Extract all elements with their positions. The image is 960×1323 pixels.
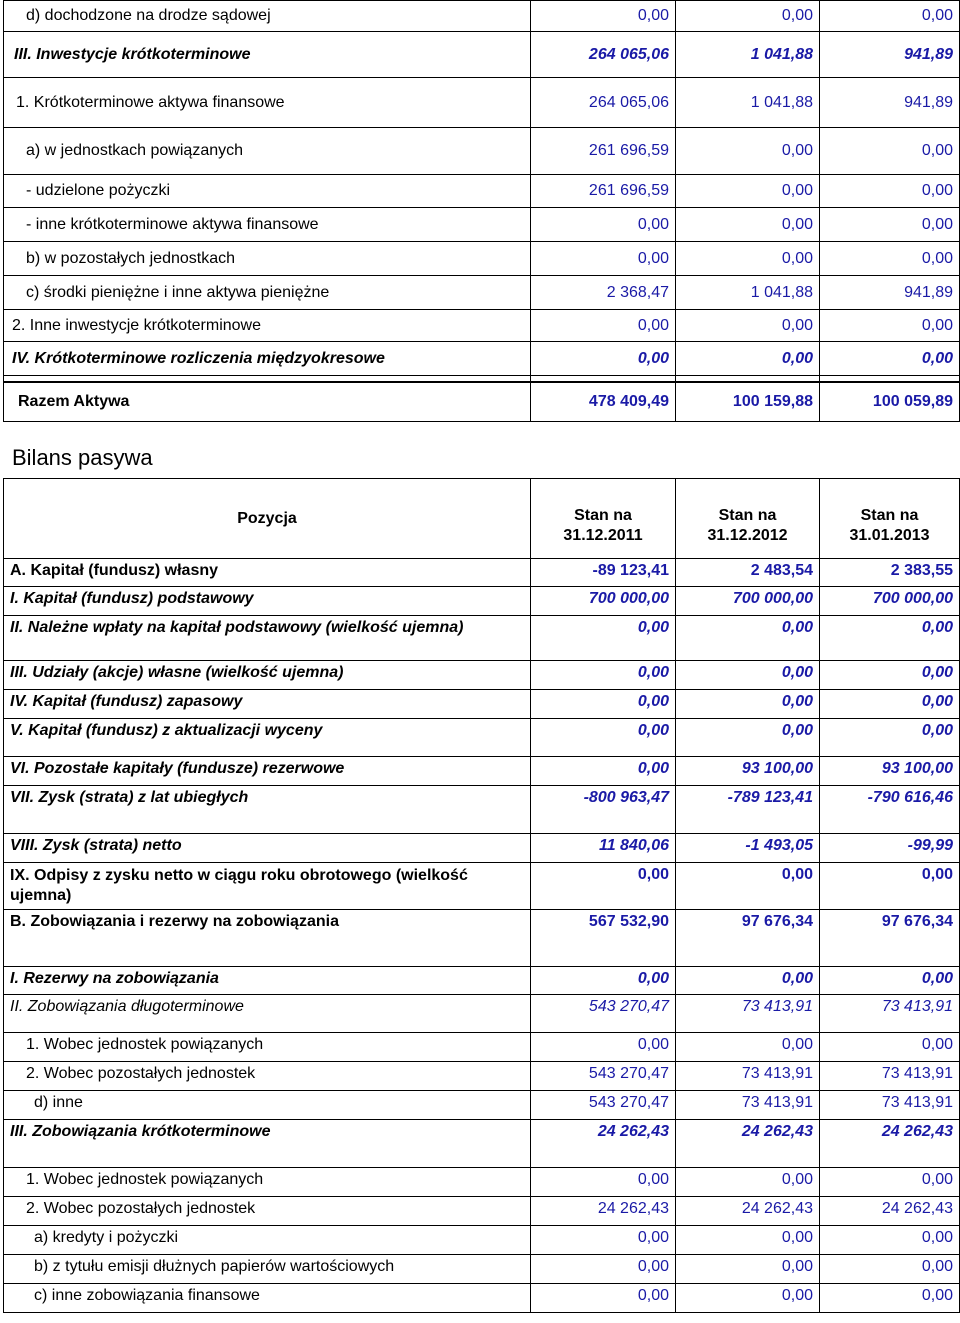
row-label: 1. Wobec jednostek powiązanych — [4, 1168, 531, 1197]
value-2012: 93 100,00 — [676, 757, 820, 786]
table-row — [4, 786, 960, 834]
value-2012: 2 483,54 — [676, 559, 820, 587]
row-label: III. Udziały (akcje) własne (wielkość ujemna) — [4, 661, 531, 690]
value-2011: 0,00 — [531, 1168, 676, 1197]
value-2013: 0,00 — [820, 616, 960, 661]
table-row — [4, 1197, 960, 1226]
header-2011 — [531, 479, 676, 559]
row-label: IX. Odpisy z zysku netto w ciągu roku obrotowego (wielkość ujemna) — [4, 863, 531, 910]
row-label: III. Zobowiązania krótkoterminowe — [4, 1120, 531, 1168]
value-2011: -800 963,47 — [531, 786, 676, 834]
value-2011: 567 532,90 — [531, 910, 676, 967]
total-2011: 478 409,49 — [531, 382, 676, 422]
header-2013-line1: Stan na — [860, 506, 919, 524]
value-2012: 24 262,43 — [676, 1120, 820, 1168]
value-2012: 1 041,88 — [676, 276, 820, 310]
header-row — [4, 479, 960, 559]
table-row — [4, 1168, 960, 1197]
table-row — [4, 128, 960, 175]
row-label: VII. Zysk (strata) z lat ubiegłych — [4, 786, 531, 834]
header-2012-line2: 31.12.2012 — [707, 526, 788, 544]
total-2012: 100 159,88 — [676, 382, 820, 422]
value-2013: 700 000,00 — [820, 587, 960, 616]
header-position: Pozycja — [4, 479, 531, 559]
value-2013: 24 262,43 — [820, 1120, 960, 1168]
row-label: V. Kapitał (fundusz) z aktualizacji wyceny — [4, 719, 531, 757]
table-row — [4, 616, 960, 661]
value-2013: 941,89 — [820, 32, 960, 78]
table-row — [4, 910, 960, 967]
value-2011: 264 065,06 — [531, 32, 676, 78]
value-2012: 97 676,34 — [676, 910, 820, 967]
table-row — [4, 1255, 960, 1284]
row-label: IV. Kapitał (fundusz) zapasowy — [4, 690, 531, 719]
value-2011: 0,00 — [531, 863, 676, 910]
header-2013 — [820, 479, 960, 559]
value-2013: 0,00 — [820, 1226, 960, 1255]
value-2011: 0,00 — [531, 967, 676, 995]
table-row — [4, 757, 960, 786]
row-label: II. Zobowiązania długoterminowe — [4, 995, 531, 1033]
row-label: d) dochodzone na drodze sądowej — [4, 1, 531, 32]
value-2011: -89 123,41 — [531, 559, 676, 587]
value-2012: 73 413,91 — [676, 1091, 820, 1120]
table-row — [4, 175, 960, 208]
value-2013: 2 383,55 — [820, 559, 960, 587]
value-2013: 0,00 — [820, 1255, 960, 1284]
value-2012: 1 041,88 — [676, 32, 820, 78]
row-label: b) z tytułu emisji dłużnych papierów wartościowych — [4, 1255, 531, 1284]
value-2011: 0,00 — [531, 1255, 676, 1284]
total-label: Razem Aktywa — [4, 382, 531, 422]
table-row — [4, 78, 960, 128]
table-row — [4, 559, 960, 587]
value-2012: 0,00 — [676, 175, 820, 208]
value-2011: 0,00 — [531, 690, 676, 719]
value-2012: 73 413,91 — [676, 995, 820, 1033]
value-2013: 0,00 — [820, 690, 960, 719]
value-2012: 700 000,00 — [676, 587, 820, 616]
value-2012: 0,00 — [676, 208, 820, 242]
row-label: 2. Inne inwestycje krótkoterminowe — [4, 310, 531, 342]
value-2012: 0,00 — [676, 342, 820, 376]
value-2011: 543 270,47 — [531, 995, 676, 1033]
value-2013: 0,00 — [820, 1033, 960, 1062]
value-2011: 543 270,47 — [531, 1062, 676, 1091]
table-row — [4, 719, 960, 757]
table-row — [4, 1062, 960, 1091]
value-2011: 261 696,59 — [531, 175, 676, 208]
table-row — [4, 310, 960, 342]
assets-table — [3, 0, 960, 422]
table-row — [4, 342, 960, 376]
table-row — [4, 1, 960, 32]
value-2012: 73 413,91 — [676, 1062, 820, 1091]
row-label: II. Należne wpłaty na kapitał podstawowy (wielkość ujemna) — [4, 616, 531, 661]
row-label: - inne krótkoterminowe aktywa finansowe — [4, 208, 531, 242]
table-row — [4, 587, 960, 616]
value-2011: 0,00 — [531, 242, 676, 276]
value-2013: 0,00 — [820, 310, 960, 342]
value-2013: -790 616,46 — [820, 786, 960, 834]
value-2012: 1 041,88 — [676, 78, 820, 128]
value-2011: 11 840,06 — [531, 834, 676, 863]
table-row — [4, 1120, 960, 1168]
value-2011: 0,00 — [531, 719, 676, 757]
row-label: 1. Krótkoterminowe aktywa finansowe — [4, 78, 531, 128]
liabilities-table — [3, 478, 960, 1313]
value-2011: 0,00 — [531, 310, 676, 342]
row-label: 2. Wobec pozostałych jednostek — [4, 1062, 531, 1091]
table-row — [4, 834, 960, 863]
value-2012: 0,00 — [676, 310, 820, 342]
value-2011: 0,00 — [531, 1, 676, 32]
header-2011-line2: 31.12.2011 — [563, 526, 643, 544]
value-2013: 73 413,91 — [820, 995, 960, 1033]
value-2013: 73 413,91 — [820, 1091, 960, 1120]
value-2013: 0,00 — [820, 1, 960, 32]
header-2011-line1: Stan na — [574, 506, 632, 524]
row-label: a) kredyty i pożyczki — [4, 1226, 531, 1255]
value-2013: 0,00 — [820, 208, 960, 242]
value-2011: 0,00 — [531, 1226, 676, 1255]
value-2011: 543 270,47 — [531, 1091, 676, 1120]
header-2013-line2: 31.01.2013 — [849, 526, 930, 544]
value-2011: 0,00 — [531, 208, 676, 242]
table-row — [4, 1284, 960, 1313]
row-label: I. Rezerwy na zobowiązania — [4, 967, 531, 995]
value-2012: 0,00 — [676, 661, 820, 690]
row-label: 2. Wobec pozostałych jednostek — [4, 1197, 531, 1226]
row-label: c) środki pieniężne i inne aktywa pieniężne — [4, 276, 531, 310]
row-label: III. Inwestycje krótkoterminowe — [4, 32, 531, 78]
value-2013: -99,99 — [820, 834, 960, 863]
value-2013: 0,00 — [820, 863, 960, 910]
value-2011: 24 262,43 — [531, 1197, 676, 1226]
value-2012: 0,00 — [676, 242, 820, 276]
value-2011: 24 262,43 — [531, 1120, 676, 1168]
table-row — [4, 1033, 960, 1062]
value-2011: 264 065,06 — [531, 78, 676, 128]
value-2013: 0,00 — [820, 175, 960, 208]
value-2012: 0,00 — [676, 967, 820, 995]
row-label: a) w jednostkach powiązanych — [4, 128, 531, 175]
value-2012: -789 123,41 — [676, 786, 820, 834]
table-row — [4, 995, 960, 1033]
value-2013: 0,00 — [820, 1168, 960, 1197]
value-2013: 0,00 — [820, 242, 960, 276]
value-2013: 0,00 — [820, 1284, 960, 1313]
value-2011: 2 368,47 — [531, 276, 676, 310]
table-row — [4, 967, 960, 995]
row-label: IV. Krótkoterminowe rozliczenia międzyokresowe — [4, 342, 531, 376]
value-2012: 0,00 — [676, 719, 820, 757]
header-2012 — [676, 479, 820, 559]
value-2012: 0,00 — [676, 1284, 820, 1313]
value-2013: 93 100,00 — [820, 757, 960, 786]
row-label: A. Kapitał (fundusz) własny — [4, 559, 531, 587]
row-label: VIII. Zysk (strata) netto — [4, 834, 531, 863]
value-2013: 941,89 — [820, 276, 960, 310]
value-2012: 24 262,43 — [676, 1197, 820, 1226]
value-2011: 700 000,00 — [531, 587, 676, 616]
table-row — [4, 208, 960, 242]
value-2011: 0,00 — [531, 342, 676, 376]
table-row — [4, 1091, 960, 1120]
value-2012: 0,00 — [676, 1226, 820, 1255]
row-label: b) w pozostałych jednostkach — [4, 242, 531, 276]
value-2011: 0,00 — [531, 616, 676, 661]
row-label: VI. Pozostałe kapitały (fundusze) rezerwowe — [4, 757, 531, 786]
total-row — [4, 382, 960, 422]
row-label: - udzielone pożyczki — [4, 175, 531, 208]
table-row — [4, 863, 960, 910]
value-2012: 0,00 — [676, 1, 820, 32]
row-label: c) inne zobowiązania finansowe — [4, 1284, 531, 1313]
table-row — [4, 32, 960, 78]
table-row — [4, 690, 960, 719]
value-2012: 0,00 — [676, 863, 820, 910]
value-2013: 73 413,91 — [820, 1062, 960, 1091]
value-2011: 0,00 — [531, 757, 676, 786]
value-2012: 0,00 — [676, 1255, 820, 1284]
value-2013: 0,00 — [820, 128, 960, 175]
value-2013: 0,00 — [820, 342, 960, 376]
value-2012: 0,00 — [676, 616, 820, 661]
row-label: 1. Wobec jednostek powiązanych — [4, 1033, 531, 1062]
value-2011: 0,00 — [531, 1033, 676, 1062]
value-2012: 0,00 — [676, 128, 820, 175]
row-label: d) inne — [4, 1091, 531, 1120]
value-2013: 24 262,43 — [820, 1197, 960, 1226]
value-2012: 0,00 — [676, 1168, 820, 1197]
value-2011: 0,00 — [531, 661, 676, 690]
value-2013: 0,00 — [820, 719, 960, 757]
value-2013: 941,89 — [820, 78, 960, 128]
value-2012: 0,00 — [676, 1033, 820, 1062]
total-2013: 100 059,89 — [820, 382, 960, 422]
row-label: I. Kapitał (fundusz) podstawowy — [4, 587, 531, 616]
value-2013: 0,00 — [820, 967, 960, 995]
row-label: B. Zobowiązania i rezerwy na zobowiązania — [4, 910, 531, 967]
section-heading: Bilans pasywa — [12, 445, 153, 470]
value-2011: 261 696,59 — [531, 128, 676, 175]
table-row — [4, 276, 960, 310]
header-2012-line1: Stan na — [718, 506, 777, 524]
table-row — [4, 1226, 960, 1255]
value-2013: 97 676,34 — [820, 910, 960, 967]
table-row — [4, 242, 960, 276]
value-2012: -1 493,05 — [676, 834, 820, 863]
value-2011: 0,00 — [531, 1284, 676, 1313]
value-2013: 0,00 — [820, 661, 960, 690]
table-row — [4, 661, 960, 690]
value-2012: 0,00 — [676, 690, 820, 719]
